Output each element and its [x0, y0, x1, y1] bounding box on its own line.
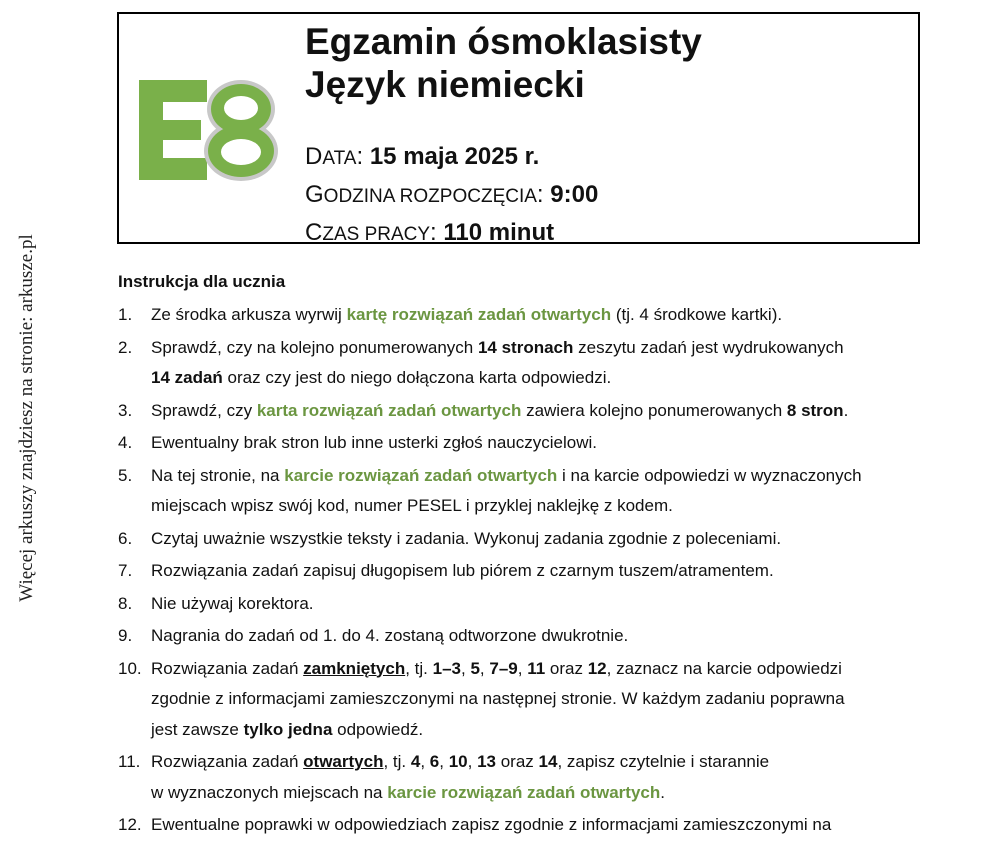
exam-title-block [305, 20, 702, 106]
exam-duration-value: 110 minut [443, 219, 555, 246]
instruction-item-3: 3. Sprawdź, czy karta rozwiązań zadań otwartych zawiera kolejno ponumerowanych 8 stron. [118, 400, 849, 420]
instruction-item-9: 9. Nagrania do zadań od 1. do 4. zostaną odtworzone dwukrotnie. [118, 626, 629, 645]
instructions-section [118, 272, 918, 843]
instructions-list [118, 300, 918, 841]
exam-date-row: DATA: 15 maja 2025 r. [305, 143, 540, 170]
exam-date-value: 15 maja 2025 r. [369, 143, 540, 170]
exam-meta [305, 139, 598, 253]
instructions-title: Instrukcja dla ucznia [118, 272, 286, 291]
instruction-item-8: 8. Nie używaj korektora. [118, 593, 314, 613]
exam-start-row: GODZINA ROZPOCZĘCIA: 9:00 [305, 181, 599, 208]
exam-subject: Język niemiecki [305, 64, 585, 105]
instruction-item-4: 4. Ewentualny brak stron lub inne usterki zgłoś nauczycielowi. [118, 433, 598, 452]
instruction-item-5: 5. Na tej stronie, na karcie rozwiązań zadań otwartych i na karcie odpowiedzi w wyznaczonych miejscach wpisz swój kod, numer PESEL i przyklej naklejkę z kodem. [118, 465, 862, 515]
instruction-item-6: 6. Czytaj uważnie wszystkie teksty i zadania. Wykonuj zadania zgodnie z poleceniami. [118, 528, 782, 548]
instruction-item-7: 7. Rozwiązania zadań zapisuj długopisem lub piórem z czarnym tuszem/atramentem. [118, 561, 774, 580]
instruction-item-2: 2. Sprawdź, czy na kolejno ponumerowanych 14 stronach zeszytu zadań jest wydrukowanych 14 zadań oraz czy jest do niego dołączona karta odpowiedzi. [118, 337, 844, 387]
exam-start-value: 9:00 [550, 181, 599, 208]
side-watermark-text: Więcej arkuszy znajdziesz na stronie: arkusze.pl [16, 234, 37, 602]
instruction-item-10: 10. Rozwiązania zadań zamkniętych, tj. 1–3, 5, 7–9, 11 oraz 12, zaznacz na karcie odpowiedzi zgodnie z informacjami zamieszczonymi na następnej stronie. W każdym zadaniu poprawna jest zawsze tylko jedna odpowiedź. [118, 658, 845, 739]
instruction-item-1: 1. Ze środka arkusza wyrwij kartę rozwiązań zadań otwartych (tj. 4 środkowe kartki). [118, 305, 783, 324]
instruction-item-11: 11. Rozwiązania zadań otwartych, tj. 4, 6, 10, 13 oraz 14, zapisz czytelnie i starannie w wyznaczonych miejscach na karcie rozwiązań zadań otwartych. [118, 752, 770, 802]
instruction-item-12: 12. Ewentualne poprawki w odpowiedziach zapisz zgodnie z informacjami zamieszczonymi na [118, 815, 832, 834]
e8-logo [137, 78, 279, 182]
exam-duration-row: CZAS PRACY: 110 minut [305, 219, 555, 246]
exam-header-box [117, 12, 920, 244]
exam-title: Egzamin ósmoklasisty [305, 21, 702, 62]
